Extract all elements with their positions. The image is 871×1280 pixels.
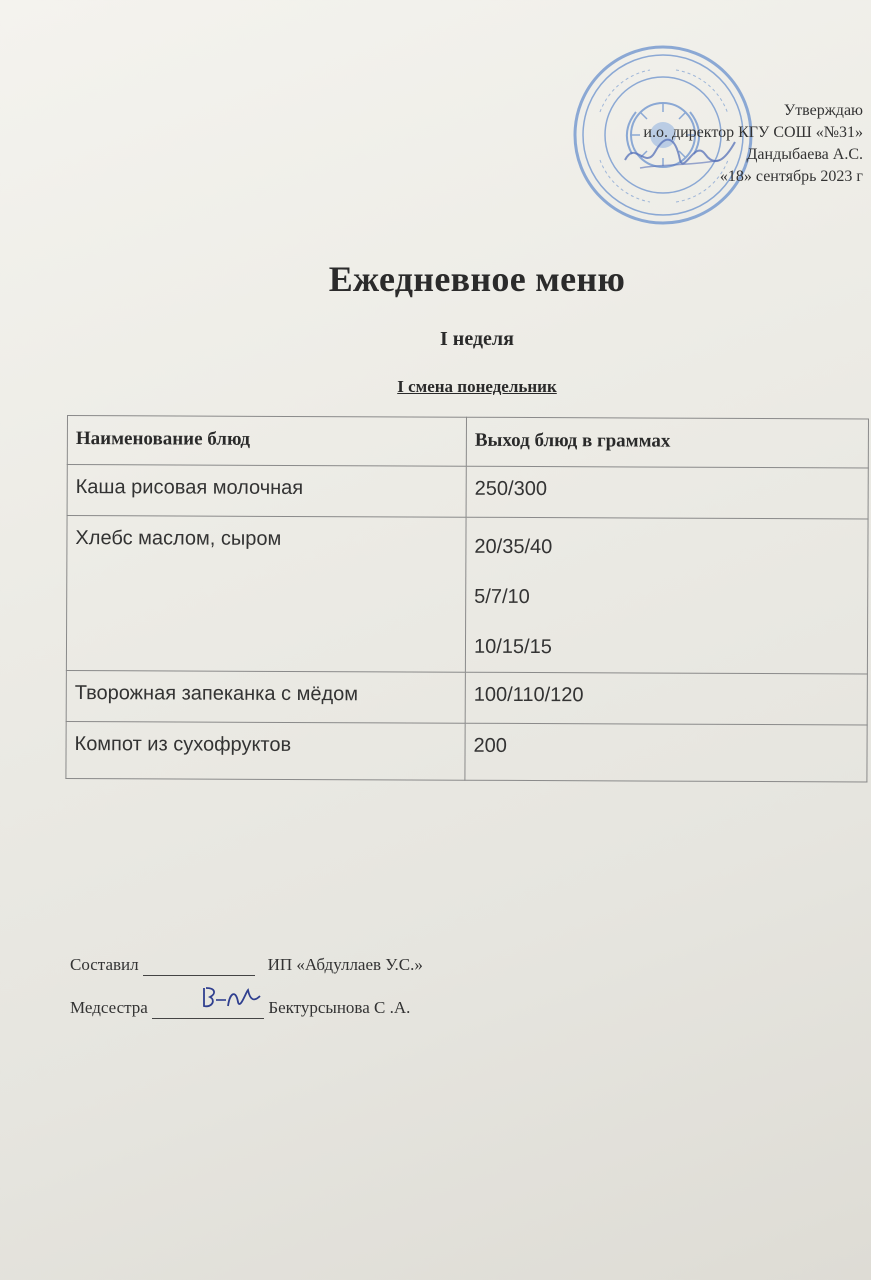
approval-block xyxy=(563,100,863,188)
table-header-row xyxy=(67,416,868,468)
menu-table xyxy=(65,415,869,782)
compiled-label: Составил xyxy=(70,955,139,974)
compiled-name: ИП «Абдуллаев У.С.» xyxy=(267,955,423,974)
nurse-label: Медсестра xyxy=(70,998,148,1017)
dish-weight: 100/110/120 xyxy=(465,672,867,725)
nurse-name: Бектурсынова С .А. xyxy=(268,998,411,1017)
dish-weight: 10/15/15 xyxy=(473,635,552,659)
table-row xyxy=(66,721,867,781)
dish-weight: 5/7/10 xyxy=(474,585,530,609)
dish-name: Творожная запеканка с мёдом xyxy=(66,670,465,723)
dish-name: Компот из сухофруктов xyxy=(66,721,465,780)
dish-weight: 200 xyxy=(465,723,867,782)
signature-line xyxy=(143,955,255,976)
dish-name: Хлебс маслом, сыром xyxy=(66,516,466,673)
compiled-by-line xyxy=(70,955,423,976)
approval-name: Дандыбаева А.С. xyxy=(746,146,863,163)
dish-weight-cell xyxy=(465,517,868,674)
table-row xyxy=(66,516,868,674)
shift-label: I смена понедельник xyxy=(397,377,557,396)
table-row xyxy=(67,465,868,519)
nurse-signature-icon xyxy=(198,982,268,1014)
dish-name: Каша рисовая молочная xyxy=(67,465,466,518)
column-header-dish: Наименование блюд xyxy=(67,416,466,467)
page-title: Ежедневное меню xyxy=(328,259,626,299)
column-header-weight: Выход блюд в граммах xyxy=(466,417,868,468)
dish-weight: 250/300 xyxy=(466,466,868,519)
approval-date: «18» сентябрь 2023 г xyxy=(719,168,863,185)
approval-position: и.о. директор КГУ СОШ «№31» xyxy=(643,124,863,141)
dish-weight: 20/35/40 xyxy=(474,535,553,559)
table-row xyxy=(66,670,867,724)
approval-heading: Утверждаю xyxy=(783,102,863,119)
week-label: I неделя xyxy=(440,328,514,350)
